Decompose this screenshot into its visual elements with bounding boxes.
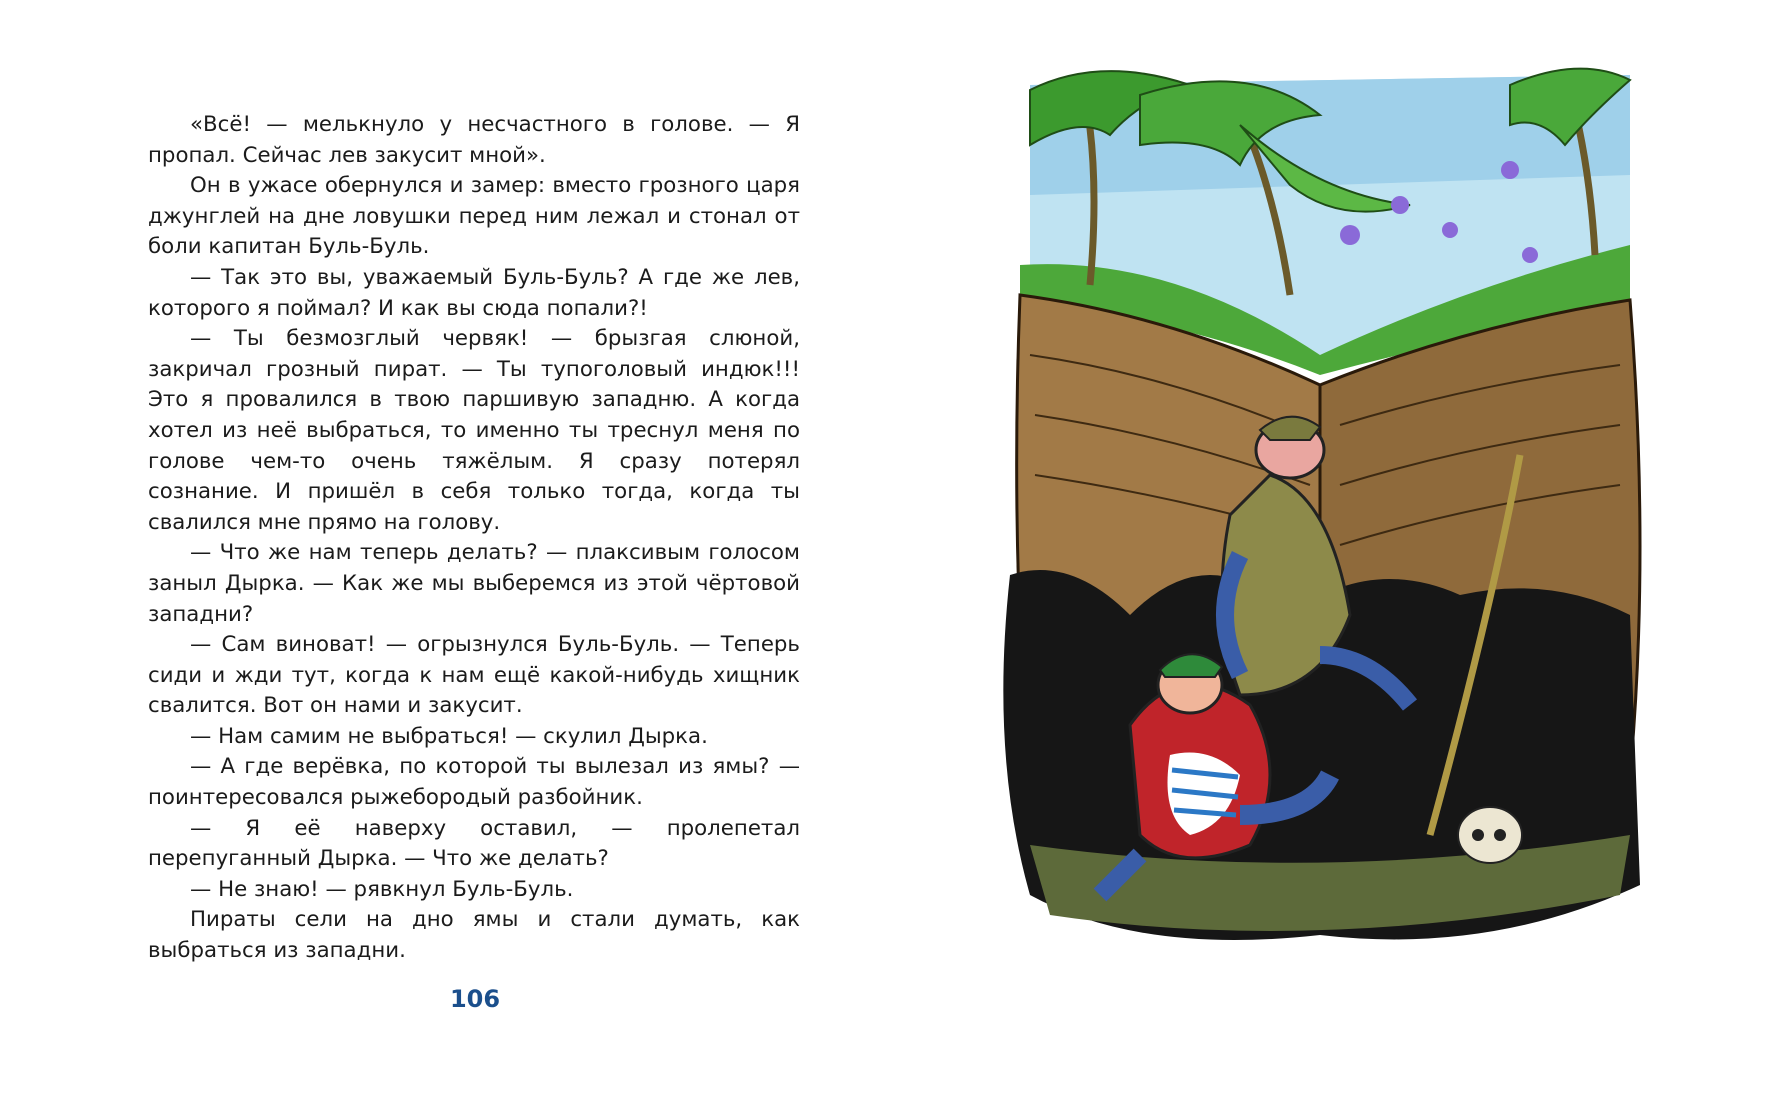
- paragraph-11: Пираты сели на дно ямы и стали думать, как выбраться из западни.: [148, 907, 800, 964]
- skull-icon: [1458, 807, 1522, 863]
- illustration-pirates-in-pit: [990, 55, 1670, 1015]
- paragraph-9: — Я её наверху оставил, — пролепетал перепуганный Дырка. — Что же делать?: [148, 815, 800, 872]
- paragraph-4: — Ты безмозглый червяк! — брызгая слюной, закричал грозный пират. — Ты тупоголовый индюк!!! Это я провалился в твою паршивую западню. А когда хотел из неё выбраться, то именно ты треснул меня по голове чем-то очень тяжёлым. Я сразу потерял сознание. И пришёл в себя только тогда, когда ты свалился мне прямо на голову.: [148, 326, 800, 535]
- paragraph-8: — А где верёвка, по которой ты вылезал из ямы? — поинтересовался рыжебородый разбойник.: [148, 754, 800, 811]
- paragraph-1: «Всё! — мелькнуло у несчастного в голове. — Я пропал. Сейчас лев закусит мной».: [148, 112, 800, 168]
- paragraph-6: — Сам виноват! — огрызнулся Буль-Буль. — Теперь сиди и жди тут, когда к нам ещё какой-нибудь хищник свалится. Вот он нами и закусит.: [148, 632, 800, 719]
- story-text: [148, 110, 800, 967]
- paragraph-10: — Не знаю! — рявкнул Буль-Буль.: [190, 876, 574, 902]
- paragraph-2: Он в ужасе обернулся и замер: вместо грозного царя джунглей на дне ловушки перед ним лежал и стонал от боли капитан Буль-Буль.: [148, 173, 800, 260]
- paragraph-7: — Нам самим не выбраться! — скулил Дырка.: [190, 723, 708, 749]
- paragraph-5: — Что же нам теперь делать? — плаксивым голосом заныл Дырка. — Как же мы выберемся из этой чёртовой западни?: [148, 540, 800, 627]
- page-number: 106: [449, 985, 501, 1013]
- paragraph-3: — Так это вы, уважаемый Буль-Буль? А где же лев, которого я поймал? И как вы сюда попали?!: [148, 264, 800, 321]
